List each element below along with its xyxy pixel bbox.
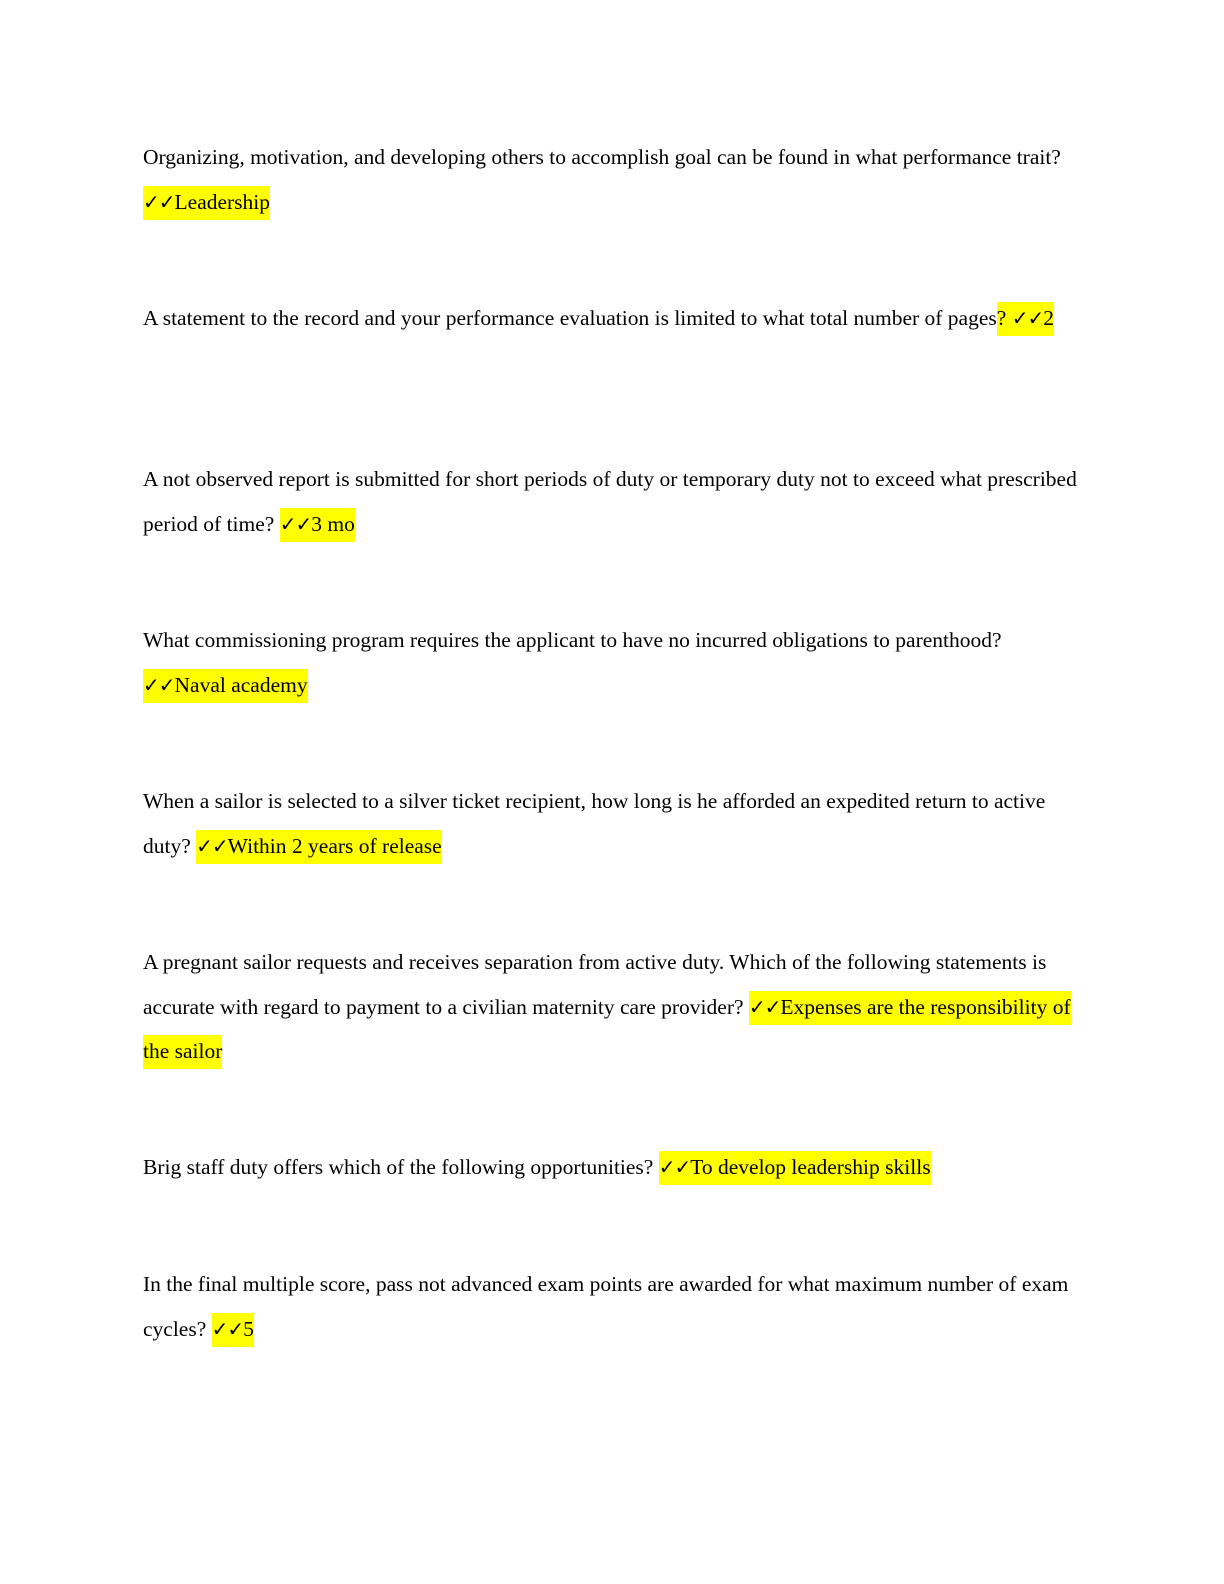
question-text: Organizing, motivation, and developing others to accomplish goal can be found in what performance trait? <box>143 145 1061 169</box>
answer-highlight <box>143 669 308 703</box>
answer-highlight <box>212 1313 254 1347</box>
answer-highlight <box>196 830 442 864</box>
answer-highlight <box>659 1151 931 1185</box>
double-check-icon: ✓✓ <box>211 1316 244 1341</box>
qa-item-1 <box>143 135 1083 224</box>
double-check-icon: ✓✓ <box>1011 306 1044 330</box>
answer-highlight <box>143 186 270 220</box>
qa-item-3 <box>143 457 1083 546</box>
answer-text: 3 mo <box>311 511 355 536</box>
question-text: A not observed report is submitted for short periods of duty or temporary duty not to exceed what prescribed period of time? <box>143 467 1077 536</box>
question-text: When a sailor is selected to a silver ticket recipient, how long is he afforded an expedited return to active duty? <box>143 789 1046 858</box>
double-check-icon: ✓✓ <box>143 672 175 697</box>
qa-item-2 <box>143 296 1083 341</box>
question-highlighted-tail: ? <box>996 306 1007 330</box>
qa-item-7 <box>143 1145 1083 1190</box>
question-text: In the final multiple score, pass not advanced exam points are awarded for what maximum number of exam cycles? <box>143 1272 1069 1341</box>
answer-highlight <box>997 302 1054 336</box>
question-text: What commissioning program requires the applicant to have no incurred obligations to parenthood? <box>143 628 1002 652</box>
answer-text: 2 <box>1043 306 1054 330</box>
answer-text: Expenses are the responsibility of the sailor <box>143 994 1071 1063</box>
answer-text: To develop leadership skills <box>690 1155 931 1179</box>
double-check-icon: ✓✓ <box>279 511 312 536</box>
double-check-icon: ✓✓ <box>658 1155 691 1179</box>
question-text: Brig staff duty offers which of the following opportunities? <box>143 1155 654 1179</box>
question-text: A pregnant sailor requests and receives separation from active duty. Which of the following statements is accurate with regard to payment to a civilian maternity care provider? <box>143 950 1047 1019</box>
answer-highlight <box>280 508 355 542</box>
qa-item-6 <box>143 940 1083 1074</box>
qa-item-4 <box>143 618 1083 707</box>
double-check-icon: ✓✓ <box>196 833 228 858</box>
answer-text: Naval academy <box>174 672 308 697</box>
qa-item-8 <box>143 1262 1083 1351</box>
double-check-icon: ✓✓ <box>143 189 175 214</box>
question-text: A statement to the record and your performance evaluation is limited to what total number of pages <box>143 306 997 330</box>
answer-text: 5 <box>243 1316 254 1341</box>
answer-text: Within 2 years of release <box>227 833 442 858</box>
double-check-icon: ✓✓ <box>748 994 781 1019</box>
answer-text: Leadership <box>174 189 271 214</box>
qa-item-5 <box>143 779 1083 868</box>
